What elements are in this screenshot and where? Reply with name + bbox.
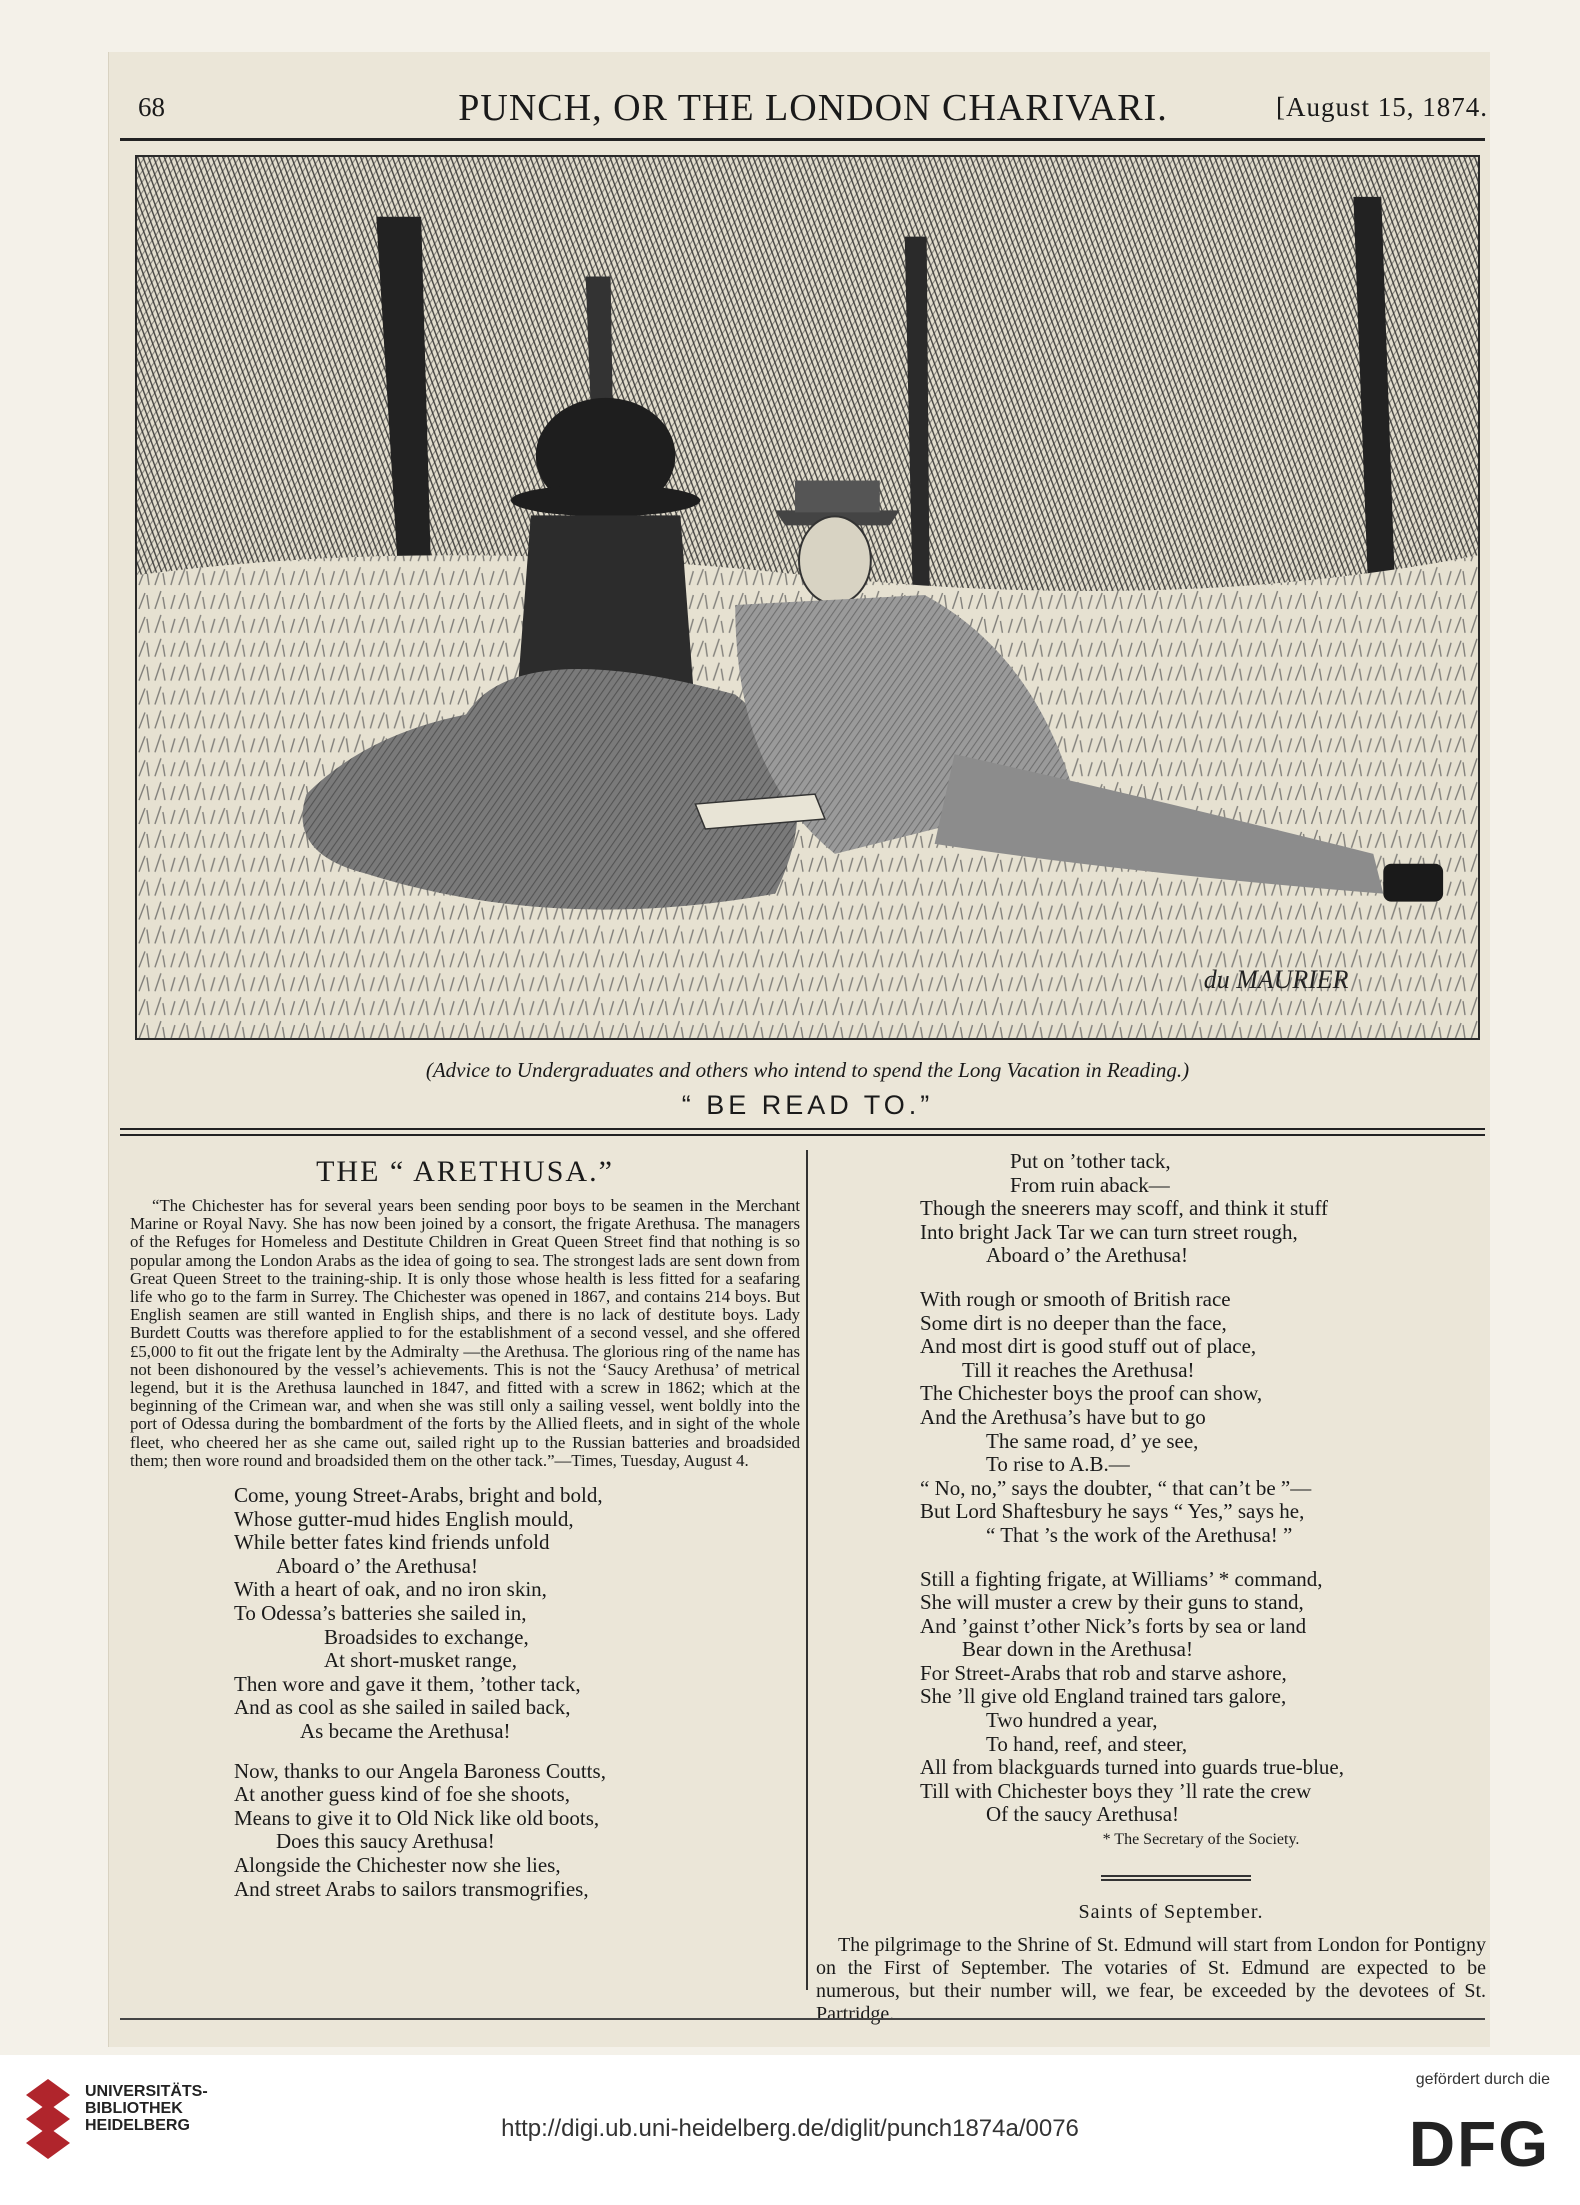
funded-by-label: gefördert durch die <box>1415 2071 1550 2088</box>
article-quote: “The Chichester has for several years been sending poor boys to be seamen in the Merchant Marine or Royal Navy. She has now been joined by a consort, the frigate Arethusa. The managers of the Refuges for Homeless and Destitute Children in Great Queen Street find that nothing is so popular among the London Arabs as the idea of going to sea. The strongest lads are sent down from Great Queen Street to the training-ship. It is only those whose health is less fitted for a seafaring life who go to the farm in Surrey. The Chichester was opened in 1867, and contains 214 boys. But English seamen are still wanted in English ships, and there is no lack of destitute boys. Lady Burdett Coutts was therefore applied to for the establishment of a second vessel, and she offered £5,000 to fit out the frigate lent by the Admiralty —the Arethusa. The glorious ring of the name has not been dishonoured by the vessel’s achievements. This is not the ‘Saucy Arethusa’ of metrical legend, but it is the Arethusa launched in 1847, and fitted with a screw in 1862; which at the beginning of the Crimean war, and when she was still only a sailing vessel, went boldly into the port of Odessa during the bombardment of the forts by the Allied fleets, and in sight of the whole fleet, who cheered her as she came out, sailed right up to the Russian batteries and broadsided them; then wore round and broadsided them on the other tack.”—Times, Tuesday, August 4. <box>130 1196 800 1470</box>
poem-line: Put on ’tother tack, <box>1010 1149 1171 1173</box>
dfg-logo: DFG <box>1408 2108 1550 2180</box>
man-face <box>799 516 871 604</box>
library-name-line: BIBLIOTHEK <box>85 2100 183 2117</box>
poem-line: Till it reaches the Arethusa! <box>962 1357 1195 1382</box>
poem-line: And the Arethusa’s have but to go <box>920 1404 1206 1429</box>
short-double-rule <box>1101 1875 1251 1881</box>
poem-line: While better fates kind friends unfold <box>234 1530 550 1555</box>
poem-line: Whose gutter-mud hides English mould, <box>234 1506 574 1531</box>
header-rule <box>120 138 1485 141</box>
poem-line: To Odessa’s batteries she sailed in, <box>234 1601 527 1626</box>
poem-stanza-3 <box>816 1150 1486 1268</box>
article-title: THE “ ARETHUSA.” <box>316 1155 614 1188</box>
poem-line: Two hundred a year, <box>986 1708 1158 1733</box>
poem-line: And as cool as she sailed in sailed back, <box>234 1695 571 1720</box>
illustration-panel <box>135 155 1480 1040</box>
poem-line: To hand, reef, and steer, <box>986 1731 1188 1756</box>
poem-line: At short-musket range, <box>324 1648 518 1673</box>
saints-title: Saints of September. <box>1078 1901 1264 1924</box>
library-name-line: UNIVERSITÄTS- <box>85 2083 208 2100</box>
section-double-rule <box>120 1128 1485 1136</box>
illustration-caption: (Advice to Undergraduates and others who intend to spend the Long Vacation in Reading.) <box>425 1058 1190 1082</box>
poem-line: For Street-Arabs that rob and starve ashore, <box>920 1660 1287 1685</box>
running-header <box>138 80 1488 130</box>
viewer-footer <box>0 2055 1580 2205</box>
poem-line: And most dirt is good stuff out of place, <box>920 1334 1257 1359</box>
footnote: * The Secretary of the Society. <box>1102 1831 1300 1849</box>
poem-line: At another guess kind of foe she shoots, <box>234 1782 570 1807</box>
poem-line: And street Arabs to sailors transmogrifies, <box>234 1876 589 1901</box>
poem-line: The Chichester boys the proof can show, <box>920 1381 1263 1406</box>
poem-line: Aboard o’ the Arethusa! <box>986 1243 1188 1268</box>
poem-line: Of the saucy Arethusa! <box>986 1802 1180 1827</box>
poem-line: Still a fighting frigate, at Williams’ * command, <box>920 1566 1323 1591</box>
poem-line: Though the sneerers may scoff, and think it stuff <box>920 1196 1329 1221</box>
poem-line: As became the Arethusa! <box>300 1718 511 1743</box>
bottom-rule <box>120 2018 1485 2020</box>
poem-line: All from blackguards turned into guards true-blue, <box>920 1755 1344 1780</box>
cartoon-headline: “ BE READ TO.” <box>681 1090 934 1120</box>
poem-line: To rise to A.B.— <box>986 1452 1130 1477</box>
permalink-url[interactable]: http://digi.ub.uni-heidelberg.de/diglit/punch1874a/0076 <box>501 2115 1079 2142</box>
column-divider <box>806 1150 808 1990</box>
poem-line: Aboard o’ the Arethusa! <box>276 1553 478 1578</box>
saints-body: The pilgrimage to the Shrine of St. Edmund will start from London for Pontigny on the First of September. The votaries of St. Edmund are expected to be numerous, but their number will, we fear, be exceeded by the devotees of St. Partridge. <box>816 1934 1486 2026</box>
poem-line: Means to give it to Old Nick like old boots, <box>234 1805 600 1830</box>
poem-line: But Lord Shaftesbury he says “ Yes,” says he, <box>920 1499 1305 1524</box>
poem-line: The same road, d’ ye see, <box>986 1428 1199 1453</box>
engraving-illustration <box>137 157 1478 1038</box>
man-boots <box>1383 864 1443 902</box>
issue-date: [August 15, 1874. <box>1276 92 1488 122</box>
page-number: 68 <box>138 92 165 122</box>
poem-line: Till with Chichester boys they ’ll rate the crew <box>920 1778 1312 1803</box>
poem-line: Come, young Street-Arabs, bright and bold, <box>234 1483 603 1508</box>
poem-stanza-5 <box>816 1568 1486 1828</box>
poem-line: She ’ll give old England trained tars galore, <box>920 1684 1287 1709</box>
poem-line: Bear down in the Arethusa! <box>962 1637 1193 1662</box>
poem-line: Into bright Jack Tar we can turn street rough, <box>920 1219 1298 1244</box>
poem-line: Broadsides to exchange, <box>324 1624 529 1649</box>
poem-stanza-1 <box>130 1484 800 1744</box>
poem-line: With rough or smooth of British race <box>920 1286 1231 1311</box>
library-name-line: HEIDELBERG <box>85 2117 190 2134</box>
artist-signature: du MAURIER <box>1203 965 1349 995</box>
right-column <box>816 1150 1486 2026</box>
poem-stanza-2 <box>130 1760 800 1902</box>
poem-line: With a heart of oak, and no iron skin, <box>234 1577 547 1602</box>
poem-line: Some dirt is no deeper than the face, <box>920 1310 1227 1335</box>
poem-line: “ No, no,” says the doubter, “ that can’t be ”— <box>920 1475 1312 1500</box>
poem-stanza-4 <box>816 1288 1486 1548</box>
poem-line: Now, thanks to our Angela Baroness Coutts, <box>234 1758 606 1783</box>
poem-line: And ’gainst t’other Nick’s forts by sea or land <box>920 1613 1307 1638</box>
left-column <box>130 1155 800 1901</box>
poem-line: Does this saucy Arethusa! <box>276 1829 495 1854</box>
poem-line: She will muster a crew by their guns to stand, <box>920 1590 1304 1615</box>
journal-title: PUNCH, OR THE LONDON CHARIVARI. <box>458 87 1168 129</box>
poem-line: “ That ’s the work of the Arethusa! ” <box>986 1522 1293 1547</box>
poem-line: Alongside the Chichester now she lies, <box>234 1852 561 1877</box>
poem-line: From ruin aback— <box>1010 1172 1170 1197</box>
poem-line: Then wore and gave it them, ’tother tack, <box>234 1671 581 1696</box>
